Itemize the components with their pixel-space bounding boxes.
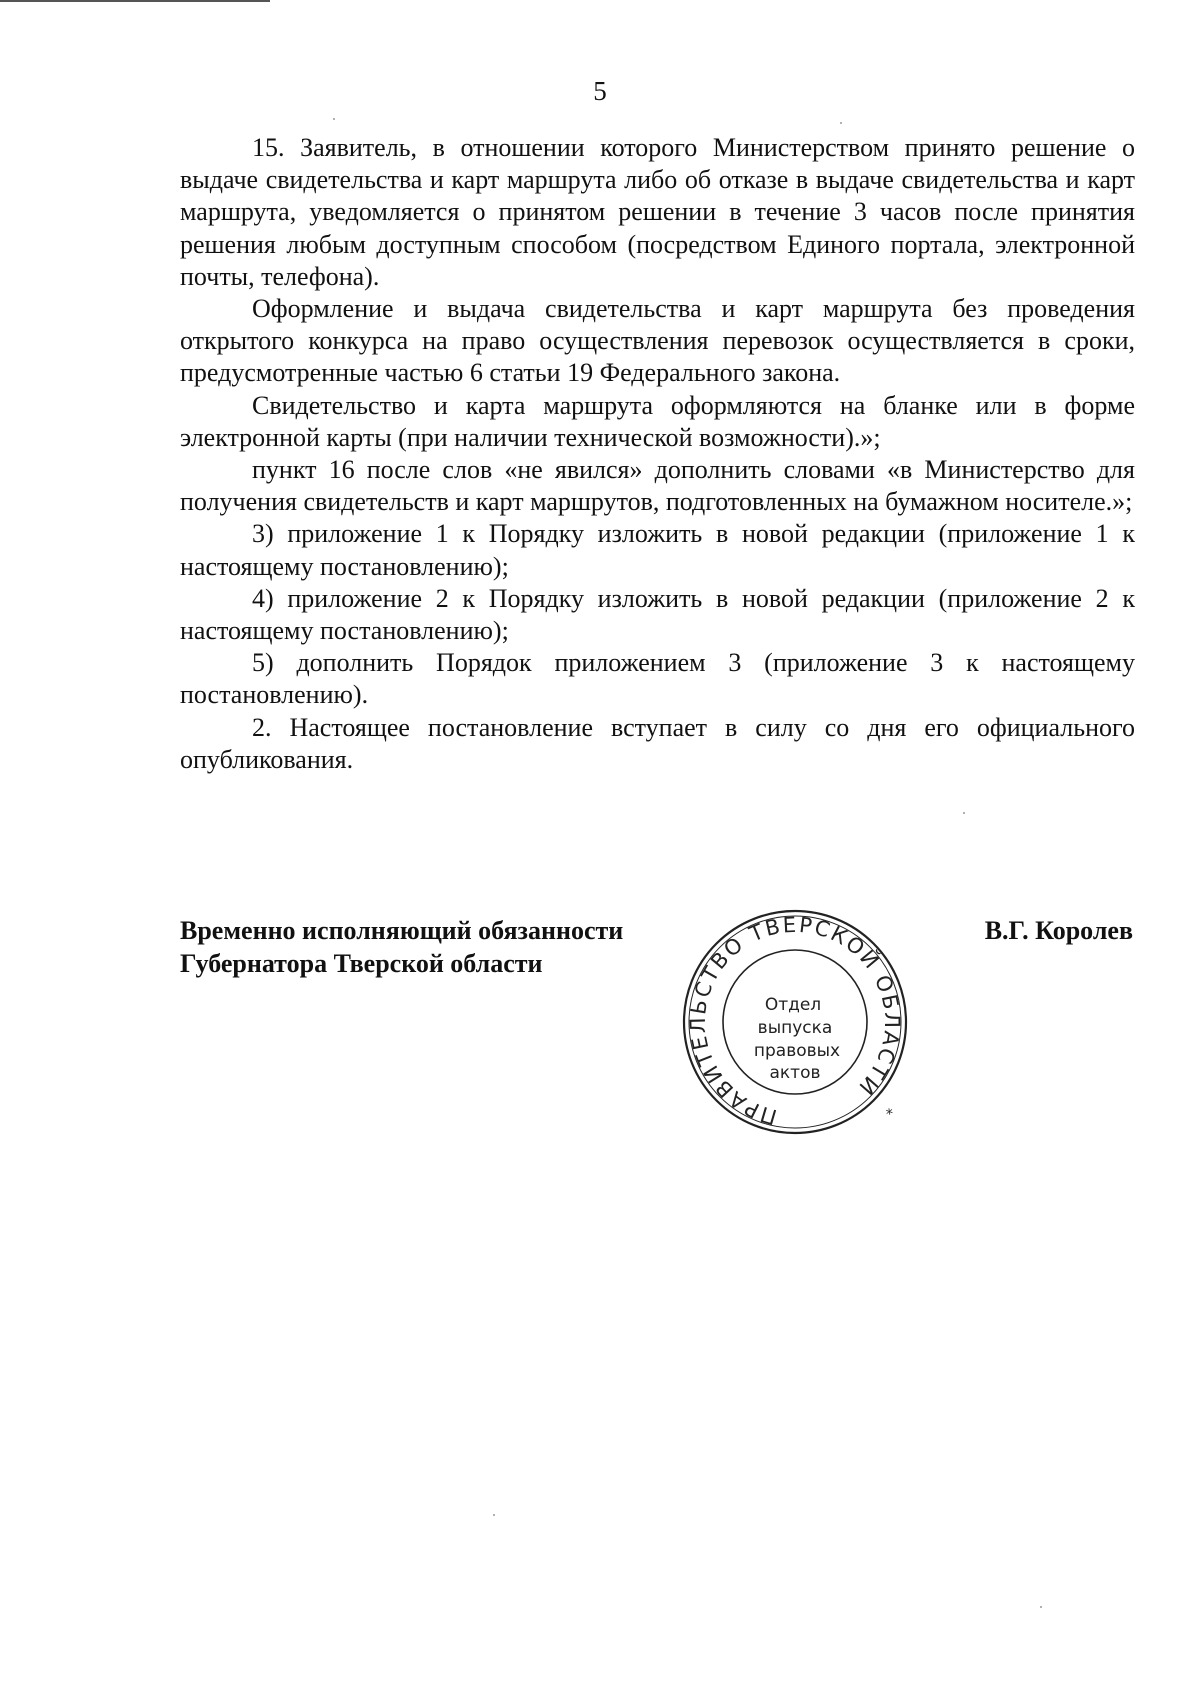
scan-speck xyxy=(963,812,965,814)
signatory-title-line-1: Временно исполняющий обязанности xyxy=(180,916,624,945)
signatory-name: В.Г. Королев xyxy=(984,916,1133,945)
stamp-center-line-3: правовых xyxy=(753,1041,841,1061)
signatory-title-line-2: Губернатора Тверской области xyxy=(180,949,543,978)
stamp-star: * xyxy=(885,1106,895,1124)
stamp-center-line-2: выпуска xyxy=(757,1018,833,1038)
scan-speck xyxy=(333,118,335,120)
stamp-center-line-1: Отдел xyxy=(764,995,822,1015)
scan-speck xyxy=(493,1514,495,1516)
page-number: 5 xyxy=(593,76,607,106)
paragraph-blank-form: Свидетельство и карта маршрута оформляются на бланке или в форме электронной карты (при наличии технической возможности).»; xyxy=(180,390,1135,452)
paragraph-appendix-3: 5) дополнить Порядок приложением 3 (приложение 3 к настоящему постановлению). xyxy=(180,648,1135,710)
scan-speck xyxy=(1040,1606,1042,1608)
stamp-ring-text: ПРАВИТЕЛЬСТВО ТВЕРСКОЙ ОБЛАСТИ xyxy=(685,912,905,1130)
signatory-title xyxy=(180,914,623,980)
paragraph-item-16: пункт 16 после слов «не явился» дополнить словами «в Министерство для получения свидетельств и карт маршрутов, подготовленных на бумажном носителе.»; xyxy=(180,455,1135,517)
paragraph-appendix-2: 4) приложение 2 к Порядку изложить в новой редакции (приложение 2 к настоящему постановлению); xyxy=(180,583,1135,646)
document-body xyxy=(180,132,1135,776)
scan-speck xyxy=(840,122,842,124)
paragraph-appendix-1: 3) приложение 1 к Порядку изложить в новой редакции (приложение 1 к настоящему постановлению); xyxy=(180,519,1135,581)
scan-edge-line xyxy=(0,0,270,2)
paragraph-registration-terms: Оформление и выдача свидетельства и карт маршрута без проведения открытого конкурса на право осуществления перевозок осуществляется в сроки, предусмотренные частью 6 статьи 19 Федерального закона. xyxy=(180,294,1135,388)
paragraph-effective-date: 2. Настоящее постановление вступает в силу со дня его официального опубликования. xyxy=(180,712,1135,774)
official-stamp xyxy=(675,902,915,1142)
stamp-center-line-4: актов xyxy=(769,1063,821,1083)
paragraph-item-15: 15. Заявитель, в отношении которого Министерством принято решение о выдаче свидетельства и карт маршрута либо об отказе в выдаче свидетельства и карт маршрута, уведомляется о принятом решении в течение 3 часов после принятия решения любым доступным способом (посредством Единого портала, электронной почты, телефона). xyxy=(180,133,1135,291)
